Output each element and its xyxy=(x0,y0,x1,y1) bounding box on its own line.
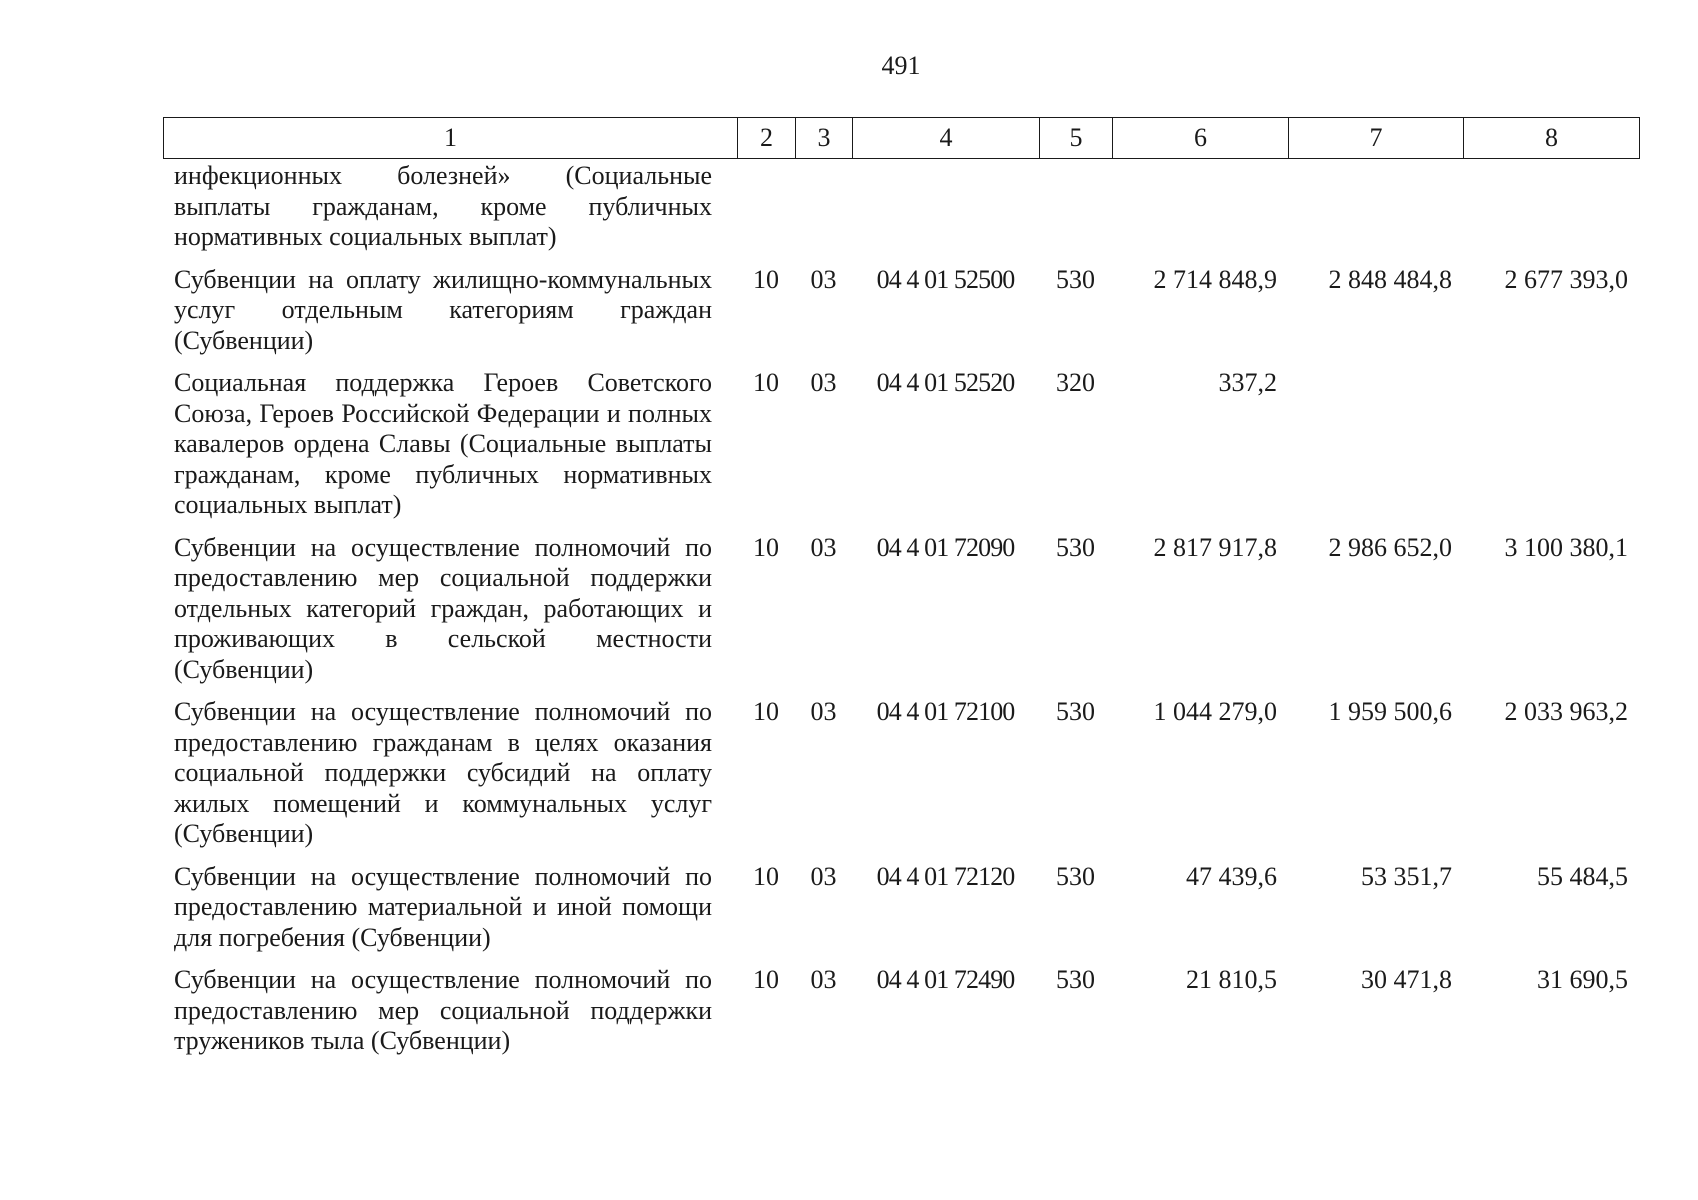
row-description: Субвенции на осуществление полномочий по предоставлению гражданам в целях оказания социальной поддержки субсидий на оплату жилых помещений и коммунальных услуг (Субвенции) xyxy=(174,697,712,848)
column-header-3: 3 xyxy=(796,118,853,159)
subsection-code: 03 xyxy=(810,532,837,562)
row-description: Социальная поддержка Героев Советского Союза, Героев Российской Федерации и полных кавалеров ордена Славы (Социальные выплаты гражданам, кроме публичных нормативных социальных выплат) xyxy=(174,368,712,519)
section-code: 10 xyxy=(753,697,779,726)
row-description: Субвенции на осуществление полномочий по предоставлению материальной и иной помощи для погребения (Субвенции) xyxy=(174,861,712,952)
amount-year-3: 2 677 393,0 xyxy=(1504,264,1628,294)
column-header-4: 4 xyxy=(853,118,1040,159)
target-article-code: 04 4 01 72490 xyxy=(876,965,1015,994)
amount-year-1: 47 439,6 xyxy=(1186,861,1277,891)
amount-year-2: 2 848 484,8 xyxy=(1328,264,1452,294)
section-code: 10 xyxy=(753,532,779,562)
row-description: Субвенции на осуществление полномочий по предоставлению мер социальной поддержки отдельных категорий граждан, работающих и проживающих в сельской местности (Субвенции) xyxy=(174,532,712,684)
amount-year-3: 55 484,5 xyxy=(1537,861,1628,891)
column-header-6: 6 xyxy=(1113,118,1289,159)
row-description: инфекционных болезней» (Социальные выплаты гражданам, кроме публичных нормативных социальных выплат) xyxy=(174,161,712,251)
table-body xyxy=(163,161,1636,1069)
amount-year-3: 3 100 380,1 xyxy=(1504,532,1628,562)
target-article-code: 04 4 01 52520 xyxy=(876,368,1015,397)
column-header-8: 8 xyxy=(1464,118,1640,159)
column-header-table xyxy=(163,117,1640,159)
target-article-code: 04 4 01 72120 xyxy=(876,861,1015,891)
table-row xyxy=(163,965,1636,1057)
amount-year-2: 1 959 500,6 xyxy=(1328,697,1452,726)
subsection-code: 03 xyxy=(810,965,837,994)
expense-type-code: 530 xyxy=(1056,532,1095,562)
subsection-code: 03 xyxy=(810,264,837,294)
section-code: 10 xyxy=(753,965,779,994)
column-header-1: 1 xyxy=(164,118,738,159)
table-row xyxy=(163,533,1636,686)
amount-year-3: 31 690,5 xyxy=(1537,965,1628,994)
expense-type-code: 530 xyxy=(1056,697,1095,726)
subsection-code: 03 xyxy=(810,697,837,726)
amount-year-1: 21 810,5 xyxy=(1186,965,1277,994)
column-header-5: 5 xyxy=(1040,118,1113,159)
amount-year-1: 2 714 848,9 xyxy=(1153,264,1277,294)
amount-year-3: 2 033 963,2 xyxy=(1504,697,1628,726)
section-code: 10 xyxy=(753,861,779,891)
subsection-code: 03 xyxy=(810,861,837,891)
table-row xyxy=(163,697,1636,850)
column-header-7: 7 xyxy=(1289,118,1464,159)
target-article-code: 04 4 01 52500 xyxy=(876,264,1015,294)
amount-year-2: 2 986 652,0 xyxy=(1328,532,1452,562)
amount-year-2: 30 471,8 xyxy=(1361,965,1452,994)
table-row xyxy=(163,862,1636,954)
row-description: Субвенции на оплату жилищно-коммунальных услуг отдельным категориям граждан (Субвенции) xyxy=(174,264,712,355)
column-header-2: 2 xyxy=(738,118,796,159)
expense-type-code: 530 xyxy=(1056,264,1095,294)
amount-year-2: 53 351,7 xyxy=(1361,861,1452,891)
column-header-row xyxy=(164,118,1640,159)
page-number: 491 xyxy=(881,51,921,80)
section-code: 10 xyxy=(753,264,779,294)
expense-type-code: 320 xyxy=(1056,368,1095,397)
table-row xyxy=(163,265,1636,357)
amount-year-1: 337,2 xyxy=(1218,368,1277,397)
section-code: 10 xyxy=(753,368,779,397)
row-description: Субвенции на осуществление полномочий по предоставлению мер социальной поддержки тружеников тыла (Субвенции) xyxy=(174,965,712,1055)
table-row xyxy=(163,368,1636,521)
target-article-code: 04 4 01 72100 xyxy=(876,697,1015,726)
amount-year-1: 2 817 917,8 xyxy=(1153,532,1277,562)
subsection-code: 03 xyxy=(810,368,837,397)
expense-type-code: 530 xyxy=(1056,861,1095,891)
expense-type-code: 530 xyxy=(1056,965,1095,994)
amount-year-1: 1 044 279,0 xyxy=(1153,697,1277,726)
target-article-code: 04 4 01 72090 xyxy=(876,532,1015,562)
table-row xyxy=(163,161,737,253)
